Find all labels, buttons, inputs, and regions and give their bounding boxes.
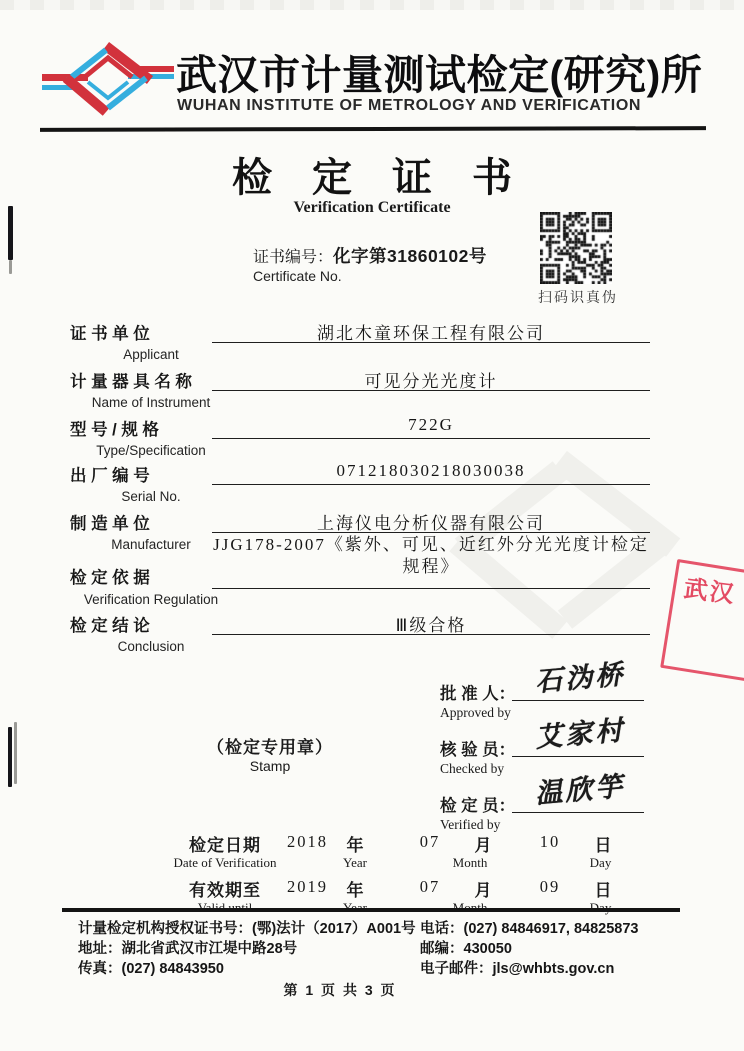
field-label-cn: 型 号 / 规 格: [70, 421, 159, 439]
date-month-value: 07: [419, 832, 441, 851]
signature-line: [512, 756, 644, 757]
org-name-cn: 武汉市计量测试检定(研究)所: [176, 52, 703, 98]
unit-year-cn: 年: [346, 836, 364, 855]
org-name-en: WUHAN INSTITUTE OF METROLOGY AND VERIFICATION: [177, 97, 642, 114]
footer-postcode: 邮编：430050: [420, 941, 512, 957]
date-year-value: 2019: [287, 877, 328, 896]
certificate-no: [253, 243, 487, 268]
field-row: [0, 318, 744, 366]
field-label-cn: 检 定 结 论: [70, 617, 150, 635]
footer-address: 地址：湖北省武汉市江堤中路28号: [78, 941, 298, 957]
unit-month-en: Month: [452, 855, 488, 870]
unit-month-cn: 月: [474, 836, 492, 855]
certificate-no-value: 化字第31860102号: [333, 246, 487, 266]
field-label-en: Verification Regulation: [83, 592, 219, 607]
date-year-value: 2018: [287, 832, 328, 851]
header-rule: [40, 126, 706, 132]
field-value: 722G: [408, 415, 454, 434]
certificate-no-label: 证书编号：: [253, 249, 334, 266]
footer-rule: [62, 908, 680, 912]
footer-email: 电子邮件：jls@whbts.gov.cn: [420, 961, 615, 977]
date-day-value: 10: [539, 832, 561, 851]
unit-year-en: Year: [343, 855, 367, 870]
footer-phone: 电话：(027) 84846917, 84825873: [420, 921, 639, 937]
date-row-verification: [0, 831, 744, 877]
signature-label-en: Approved by: [440, 705, 511, 720]
field-value: 湖北木童环保工程有限公司: [317, 324, 545, 343]
stamp-note-cn: （检定专用章）: [207, 738, 333, 757]
field-value: 071218030218030038: [336, 461, 526, 480]
stamp-note-en: Stamp: [249, 758, 291, 774]
footer-right-column: [420, 919, 638, 979]
unit-month-cn: 月: [474, 881, 492, 900]
institute-logo-icon: [42, 36, 174, 122]
signature-label-cn: 检 定 员：: [440, 797, 516, 815]
field-underline: [212, 484, 650, 485]
field-label-en: Type/Specification: [96, 443, 206, 458]
verified-signature-handwriting: 温欣竽: [534, 771, 627, 809]
field-label-cn: 计 量 器 具 名 称: [70, 373, 192, 391]
certificate-title: 检 定 证 书: [232, 156, 512, 200]
field-underline: [212, 438, 650, 439]
signature-line: [512, 700, 644, 701]
signature-line: [512, 812, 644, 813]
date-label-en: Date of Verification: [173, 855, 277, 870]
certificate-no-sublabel: Certificate No.: [253, 268, 342, 284]
footer-left-column: [78, 919, 416, 979]
field-row: [0, 366, 744, 414]
field-row: [0, 534, 744, 610]
footer-authorization: 计量检定机构授权证书号：(鄂)法计（2017）A001号: [78, 921, 416, 937]
certificate-subtitle: Verification Certificate: [293, 199, 451, 216]
field-row: [0, 460, 744, 508]
field-label-en: Applicant: [123, 347, 179, 362]
signature-label-cn: 批 准 人：: [440, 685, 516, 703]
field-value: 上海仪电分析仪器有限公司: [317, 514, 545, 533]
page-number: 第 1 页 共 3 页: [283, 982, 397, 998]
field-underline: [212, 588, 650, 589]
unit-day-en: Day: [589, 855, 612, 870]
date-label-cn: 有效期至: [189, 881, 261, 900]
unit-day-cn: 日: [594, 836, 612, 855]
signature-label-en: Checked by: [440, 761, 505, 776]
binding-mark: [9, 260, 12, 274]
footer-fax: 传真：(027) 84843950: [78, 961, 224, 977]
date-row-valid-until: [0, 876, 744, 922]
date-month-value: 07: [419, 877, 441, 896]
field-label-en: Name of Instrument: [91, 395, 211, 410]
field-value: 可见分光光度计: [364, 372, 498, 391]
checked-signature-handwriting: 艾家村: [534, 715, 627, 753]
field-label-en: Serial No.: [121, 489, 181, 504]
field-label-en: Manufacturer: [111, 537, 191, 552]
field-label-cn: 证 书 单 位: [70, 325, 150, 343]
field-label-en: Conclusion: [117, 639, 185, 654]
date-day-value: 09: [539, 877, 561, 896]
signature-label-cn: 核 验 员：: [440, 741, 516, 759]
qr-code-icon: [540, 212, 612, 284]
unit-day-cn: 日: [594, 881, 612, 900]
unit-year-cn: 年: [346, 881, 364, 900]
field-label-cn: 出 厂 编 号: [70, 467, 150, 485]
qr-caption: 扫码识真伪: [538, 289, 618, 305]
field-label-cn: 制 造 单 位: [70, 515, 150, 533]
field-value: JJG178-2007《紫外、可见、近红外分光光度计检定规程》: [213, 535, 649, 576]
field-label-cn: 检 定 依 据: [70, 569, 150, 587]
field-row: [0, 414, 744, 462]
approved-signature-handwriting: 石沩桥: [534, 659, 627, 697]
date-label-cn: 检定日期: [189, 836, 261, 855]
signature-label-en: Verified by: [440, 817, 501, 832]
field-value: Ⅲ级合格: [395, 616, 467, 635]
red-seal-text: 武汉: [682, 575, 738, 609]
